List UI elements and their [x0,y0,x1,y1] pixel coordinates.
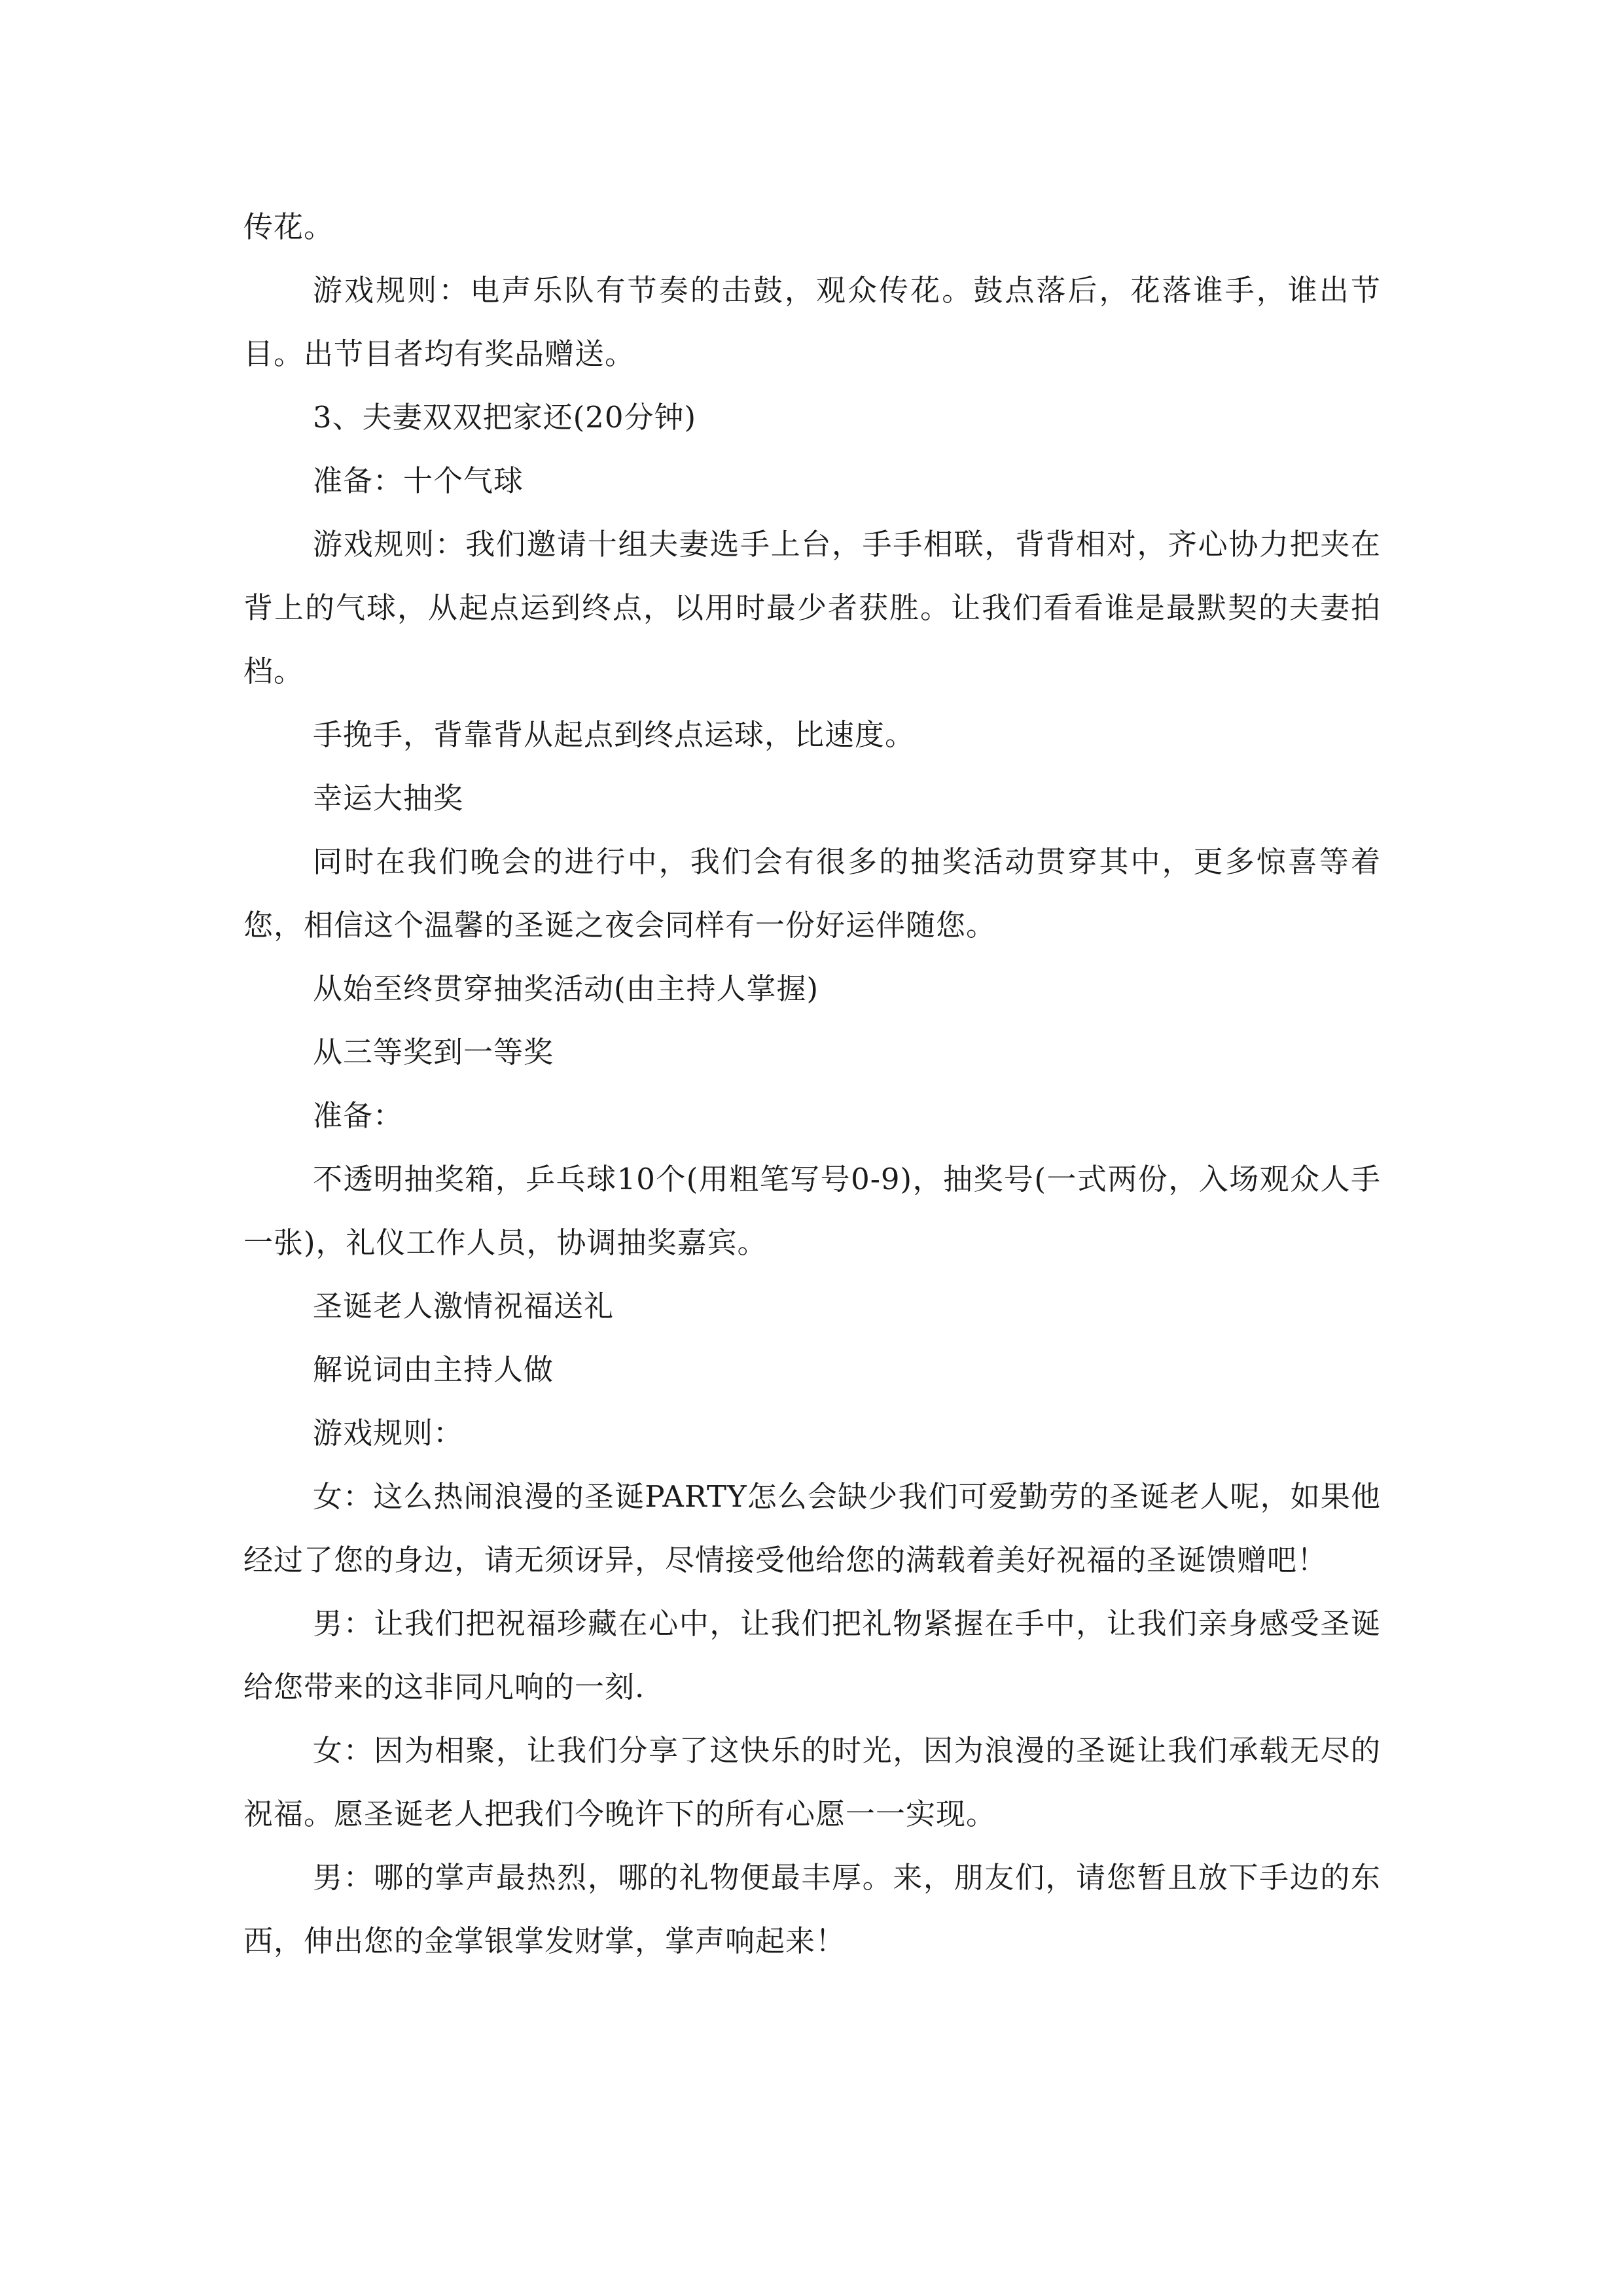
paragraph: 游戏规则：我们邀请十组夫妻选手上台，手手相联，背背相对，齐心协力把夹在背上的气球，从起点运到终点，以用时最少者获胜。让我们看看谁是最默契的夫妻拍档。 [243,527,1381,689]
paragraph: 准备：十个气球 [313,463,524,498]
paragraph: 男：让我们把祝福珍藏在心中，让我们把礼物紧握在手中，让我们亲身感受圣诞给您带来的这非同凡响的一刻. [243,1606,1381,1704]
document-body [243,195,1381,1973]
paragraph: 传花。 [243,209,334,244]
paragraph: 游戏规则：电声乐队有节奏的击鼓，观众传花。鼓点落后，花落谁手，谁出节目。出节目者均有奖品赠送。 [243,273,1381,371]
paragraph: 游戏规则： [313,1416,464,1450]
paragraph: 从始至终贯穿抽奖活动(由主持人掌握) [313,971,819,1006]
section-heading: 幸运大抽奖 [313,781,464,816]
paragraph: 不透明抽奖箱，乒乓球10个(用粗笔写号0-9)，抽奖号(一式两份，入场观众人手一张)，礼仪工作人员，协调抽奖嘉宾。 [243,1162,1381,1260]
paragraph: 同时在我们晚会的进行中，我们会有很多的抽奖活动贯穿其中，更多惊喜等着您，相信这个温馨的圣诞之夜会同样有一份好运伴随您。 [243,844,1381,942]
paragraph: 女：因为相聚，让我们分享了这快乐的时光，因为浪漫的圣诞让我们承载无尽的祝福。愿圣诞老人把我们今晚许下的所有心愿一一实现。 [243,1733,1381,1831]
paragraph: 从三等奖到一等奖 [313,1035,554,1069]
section-heading: 圣诞老人激情祝福送礼 [313,1289,615,1323]
paragraph: 男：哪的掌声最热烈，哪的礼物便最丰厚。来，朋友们，请您暂且放下手边的东西，伸出您的金掌银掌发财掌，掌声响起来！ [243,1860,1381,1958]
paragraph: 女：这么热闹浪漫的圣诞PARTY怎么会缺少我们可爱勤劳的圣诞老人呢，如果他经过了您的身边，请无须讶异，尽情接受他给您的满载着美好祝福的圣诞馈赠吧！ [243,1479,1381,1577]
section-heading: 3、夫妻双双把家还(20分钟) [313,400,697,435]
paragraph: 准备： [313,1098,404,1133]
paragraph: 解说词由主持人做 [313,1352,554,1387]
paragraph: 手挽手，背靠背从起点到终点运球，比速度。 [313,717,916,752]
